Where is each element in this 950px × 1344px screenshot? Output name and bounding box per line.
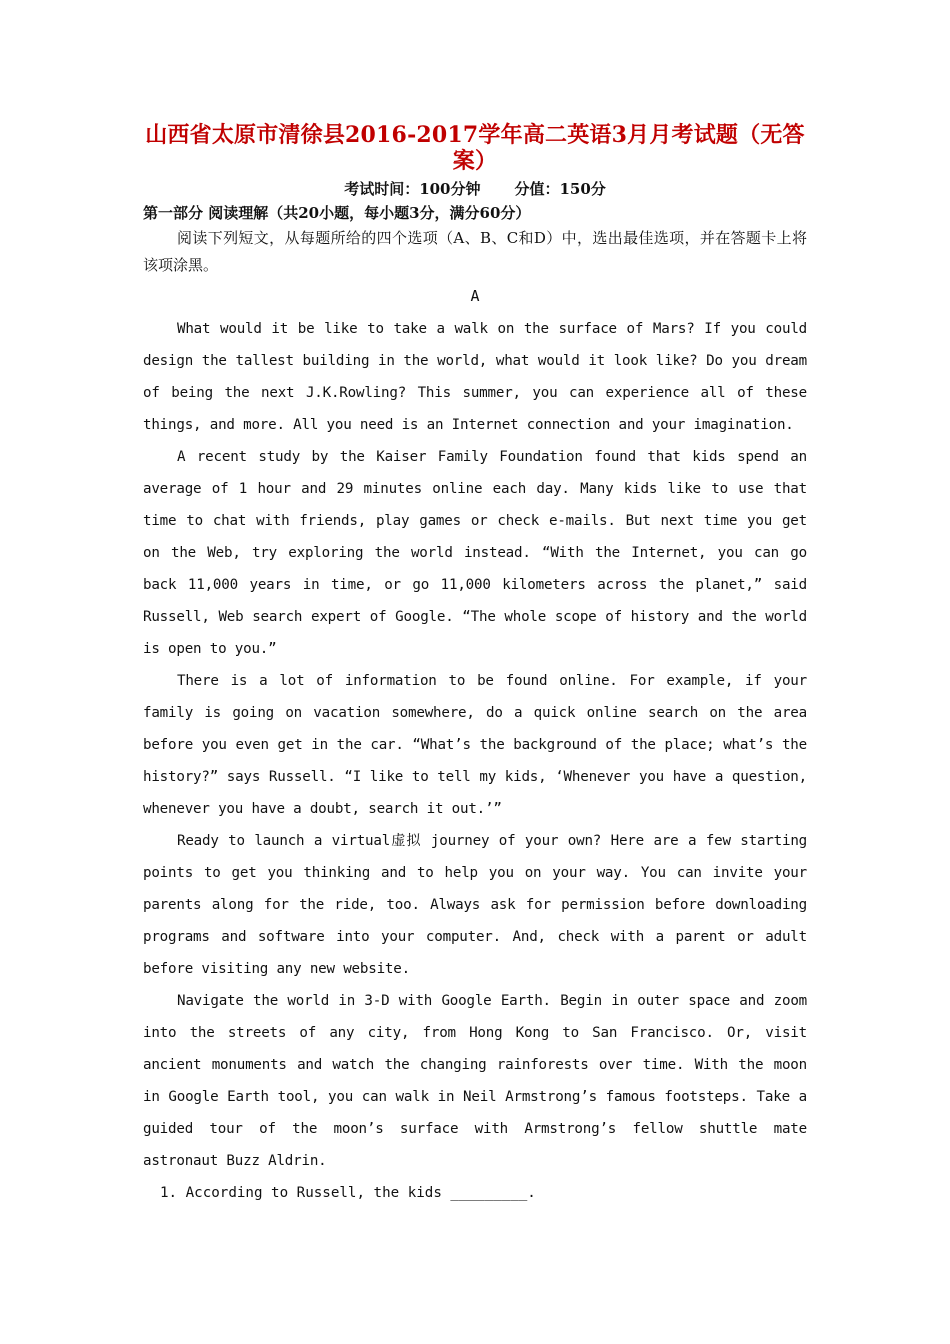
instructions: 阅读下列短文，从每题所给的四个选项（A、B、C和D）中，选出最佳选项，并在答题卡上将该项涂黑。 (143, 229, 807, 274)
passage-paragraph: Navigate the world in 3-D with Google Earth. Begin in outer space and zoom into the streets of any city, from Hong Kong to San Francisco. Or, visit ancient monuments and watch the changing rainforests over time. With the moon in Google Earth tool, you can walk in Neil Armstrong’s famous footsteps. Take a guided tour of the moon’s surface with Armstrong’s fellow shuttle mate astronaut Buzz Aldrin. (143, 993, 807, 1169)
passage-paragraph: There is a lot of information to be found online. For example, if your family is going on vacation somewhere, do a quick online search on the area before you even get in the car. “What’s the background of the place; what’s the history?” says Russell. “I like to tell my kids, ‘Whenever you have a question, whenever you have a doubt, search it out.’” (143, 673, 807, 817)
section-letter: A (470, 287, 480, 305)
passage (143, 313, 807, 1177)
exam-score: 分值：150分 (514, 180, 606, 198)
question-1: 1. According to Russell, the kids _________. (160, 1185, 536, 1201)
exam-info (143, 179, 807, 199)
passage-paragraph: What would it be like to take a walk on the surface of Mars? If you could design the tallest building in the world, what would it look like? Do you dream of being the next J.K.Rowling? This summer, you can experience all of these things, and more. All you need is an Internet connection and your imagination. (143, 321, 807, 433)
document-title: 山西省太原市清徐县2016-2017学年高二英语3月月考试题（无答案） (145, 122, 805, 174)
document-page (143, 118, 807, 1209)
part-heading: 第一部分 阅读理解（共20小题，每小题3分，满分60分） (143, 204, 531, 222)
passage-paragraph: A recent study by the Kaiser Family Foundation found that kids spend an average of 1 hour and 29 minutes online each day. Many kids like to use that time to chat with friends, play games or check e-mails. But next time you get on the Web, try exploring the world instead. “With the Internet, you can go back 11,000 years in time, or go 11,000 kilometers across the planet,” said Russell, Web search expert of Google. “The whole scope of history and the world is open to you.” (143, 449, 807, 657)
passage-paragraph: Ready to launch a virtual虚拟 journey of your own? Here are a few starting points to get you thinking and to help you on your way. You can invite your parents along for the ride, too. Always ask for permission before downloading programs and software into your computer. And, check with a parent or adult before visiting any new website. (143, 833, 807, 977)
exam-time: 考试时间：100分钟 (344, 180, 481, 198)
